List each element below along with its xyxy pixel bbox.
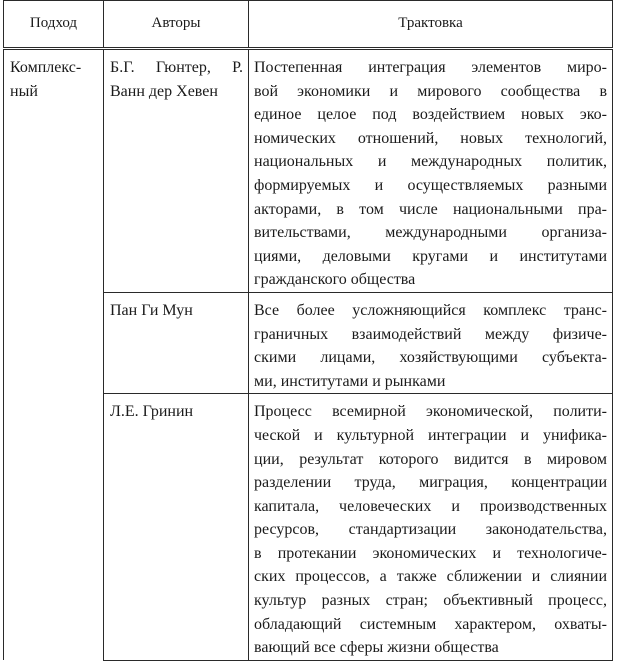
interpretation-cell	[249, 292, 613, 393]
header-approach: Подход	[4, 1, 104, 49]
authors-line: Л.Е. Гринин	[110, 403, 194, 421]
text-line: скими лицами, хозяйствующими субъекта-	[254, 349, 607, 367]
text-line: Процесс всемирной экономической, полити-	[254, 403, 607, 421]
interpretation-cell	[249, 394, 613, 661]
table-row	[4, 49, 613, 293]
text-line: акторами, в том числе национальными пра-	[254, 200, 607, 218]
table-header-row	[4, 1, 613, 49]
header-authors: Авторы	[104, 1, 249, 49]
text-line: формируемых и осуществляемых разными	[254, 176, 607, 194]
text-line: ции, результат которого видится в мировом	[254, 450, 607, 468]
text-line: обладающий системным характером, охваты-	[254, 615, 607, 633]
globalization-definitions-table	[3, 0, 613, 661]
document-page	[3, 0, 612, 657]
approach-cell	[4, 49, 104, 661]
text-line: культур разных стран; объективный процесс,	[254, 592, 607, 610]
authors-cell	[104, 292, 249, 393]
text-line: ми, институтами и рынками	[254, 372, 446, 390]
text-line: ских процессов, а также сближении и слиянии	[254, 568, 607, 586]
text-line: ресурсов, стандартизации законодательства,	[254, 521, 607, 539]
text-line: гражданского общества	[254, 271, 416, 289]
text-line: ческой и культурной интеграции и унифика-	[254, 426, 607, 444]
text-line: граничных взаимодействий между физиче-	[254, 325, 607, 343]
text-line: вающий все сферы жизни общества	[254, 639, 499, 657]
header-interpretation: Трактовка	[249, 1, 613, 49]
approach-line: Комплекс-	[10, 59, 82, 76]
text-line: вой экономики и мирового сообщества в	[254, 82, 607, 100]
authors-cell	[104, 394, 249, 661]
text-line: Постепенная интеграция элементов миро-	[254, 59, 607, 76]
text-line: вительствами, международными организа-	[254, 224, 607, 242]
authors-cell	[104, 49, 249, 293]
text-line: циями, деловыми кругами и институтами	[254, 247, 607, 265]
text-line: в протекании экономических и технологиче-	[254, 544, 607, 562]
authors-line: Ванн дер Хевен	[110, 82, 218, 100]
authors-line: Пан Ги Мун	[110, 301, 193, 319]
approach-line: ный	[10, 82, 38, 100]
text-line: капитала, человеческих и производственных	[254, 497, 607, 515]
text-line: разделении труда, миграция, концентрации	[254, 474, 607, 492]
text-line: единое целое под воздействием новых эко-	[254, 106, 607, 124]
interpretation-cell	[249, 49, 613, 293]
text-line: национальных и международных политик,	[254, 153, 607, 171]
authors-line: Б.Г. Гюнтер, Р.	[110, 59, 243, 76]
text-line: номических отношений, новых технологий,	[254, 129, 607, 147]
text-line: Все более усложняющийся комплекс транс-	[254, 301, 607, 319]
